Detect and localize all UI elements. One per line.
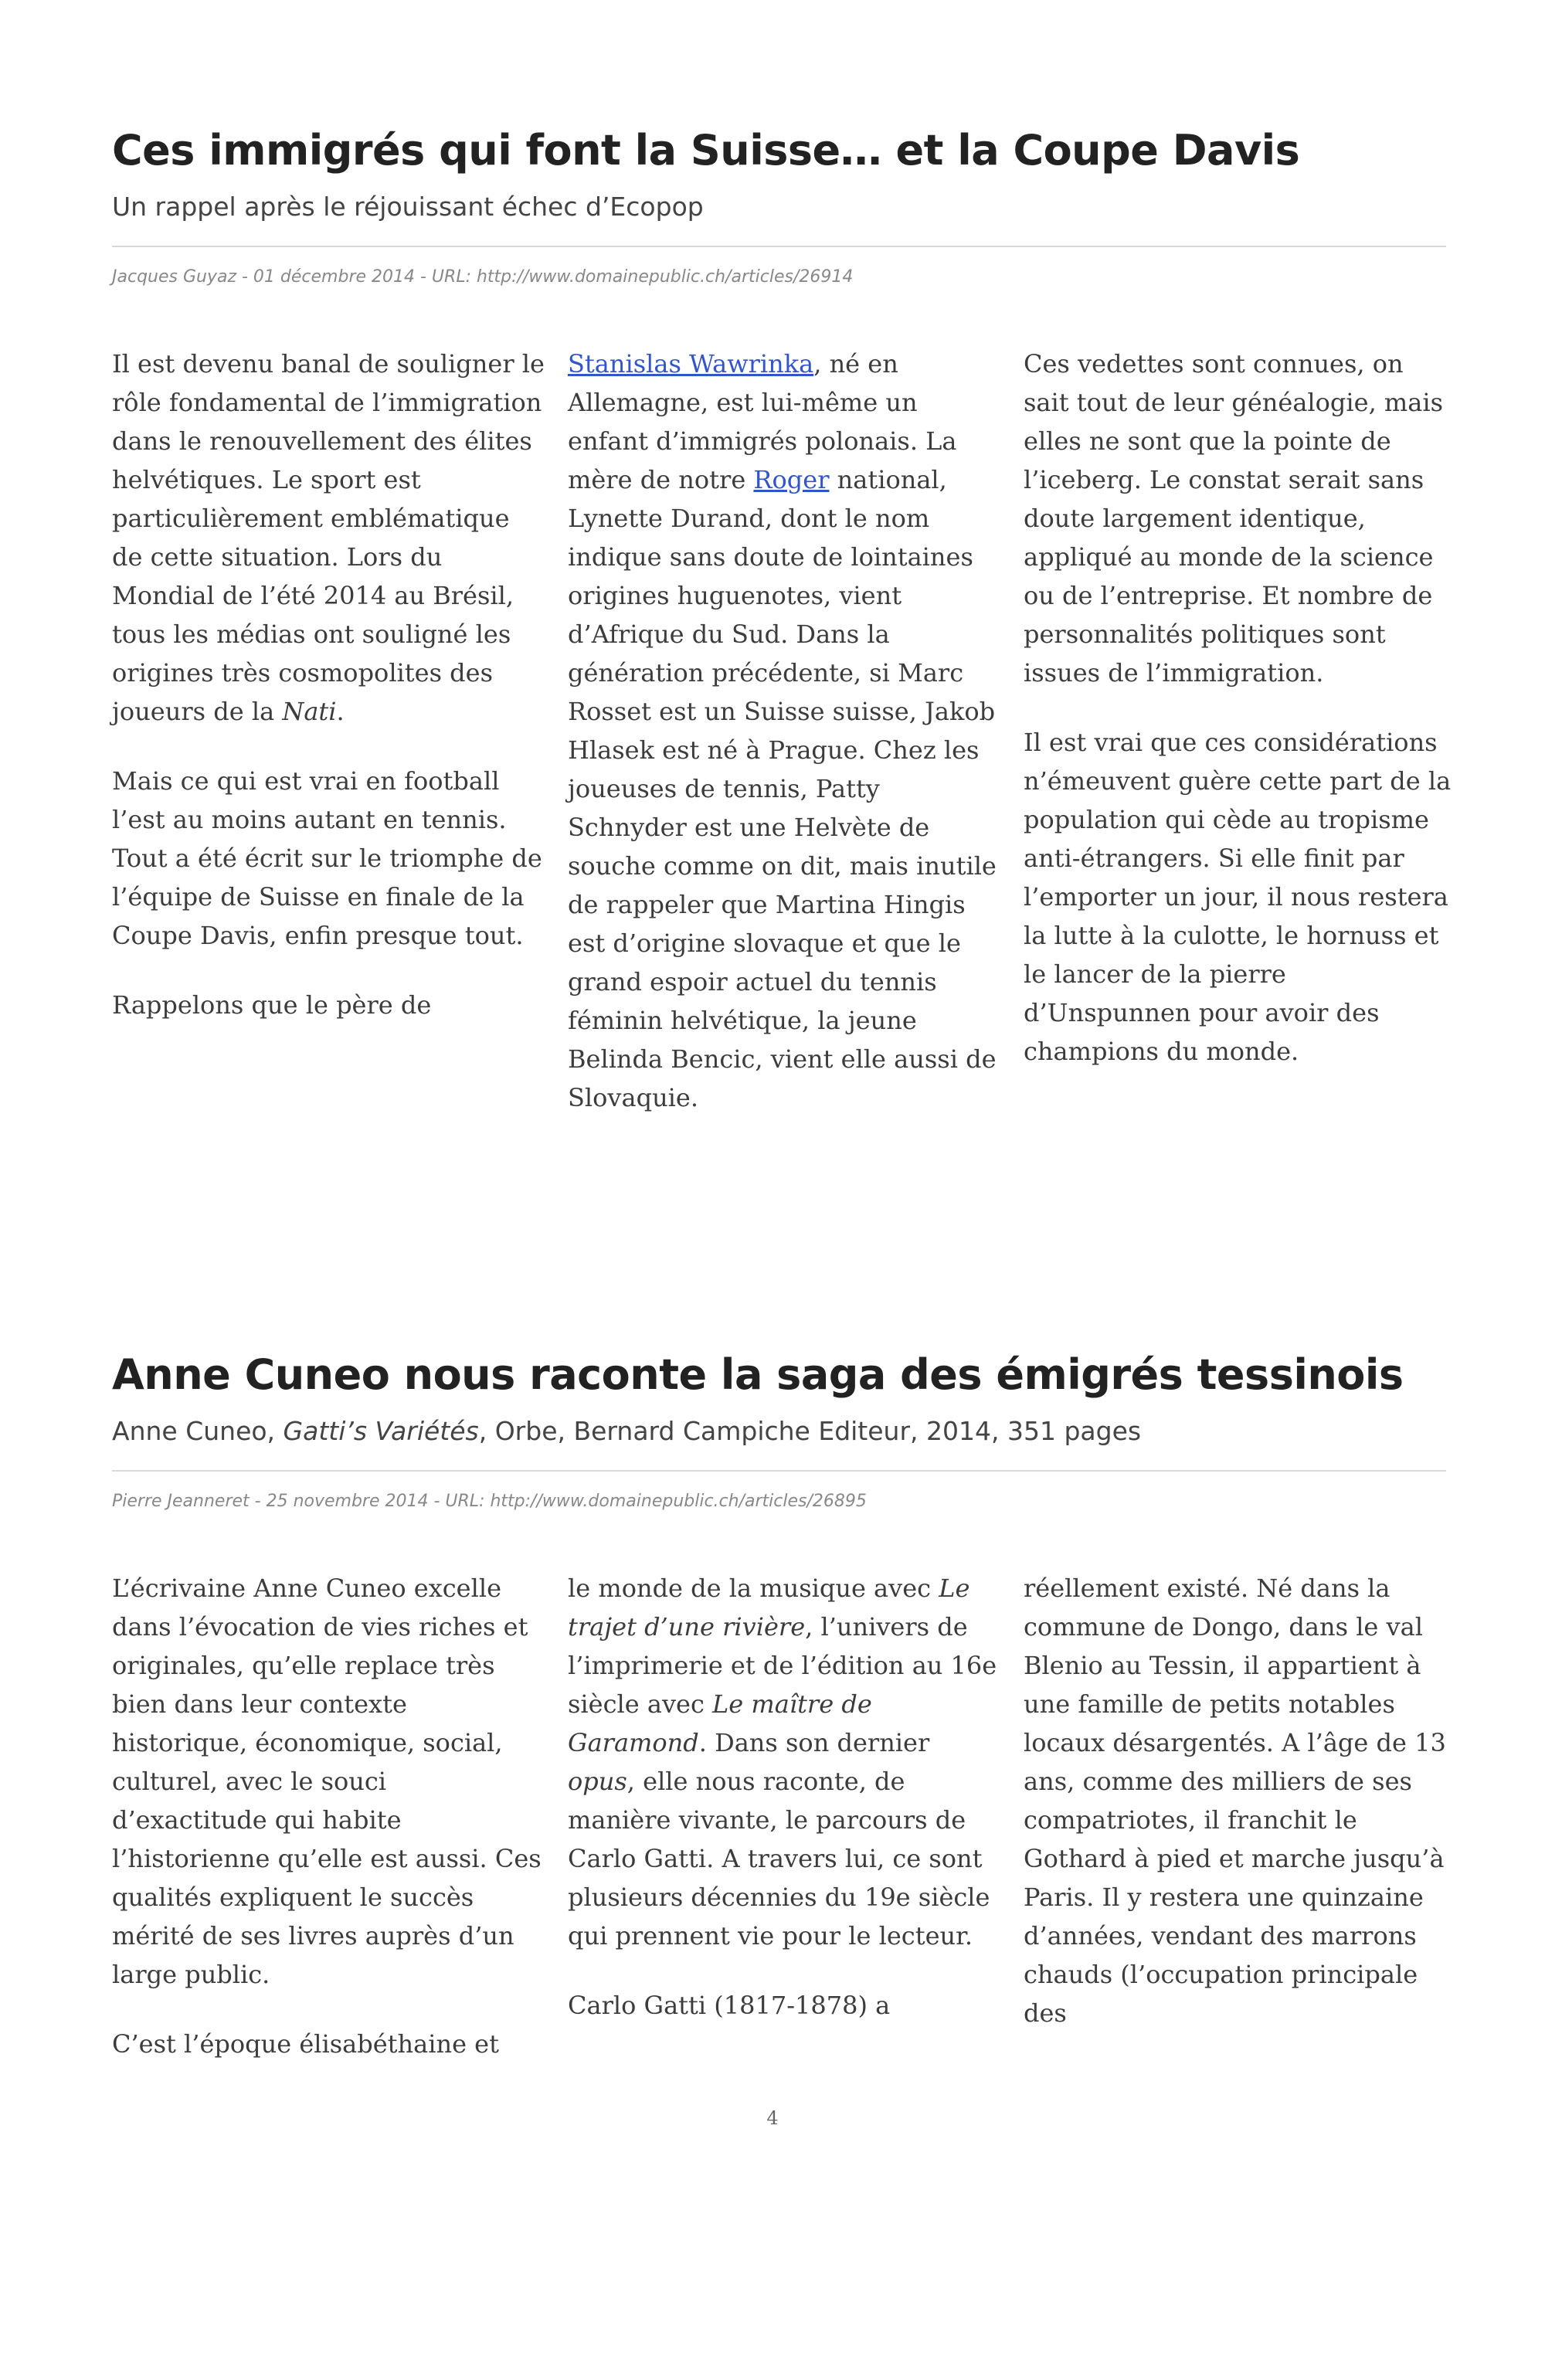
divider bbox=[112, 246, 1446, 247]
paragraph: Mais ce qui est vrai en football l’est au moins autant en tennis. Tout a été écrit sur le triomphe de l’équipe de Suisse en finale de la Coupe Davis, enfin presque tout. bbox=[112, 766, 542, 950]
emphasis: Gatti’s Variétés bbox=[283, 1416, 479, 1446]
article-title: Anne Cuneo nous raconte la saga des émigrés tessinois bbox=[112, 1350, 1404, 1399]
emphasis: opus bbox=[568, 1767, 627, 1796]
roger-link[interactable]: Roger bbox=[753, 465, 830, 494]
paragraph: Rappelons que le père de bbox=[112, 990, 432, 1020]
paragraph: Stanislas Wawrinka, né en Allemagne, est lui-même un enfant d’immigrés polonais. La mère de notre Roger national, Lynette Durand, dont le nom indique sans doute de lointaines origines huguenotes, vient d’Afrique du Sud. Dans la génération précédente, si Marc Rosset est un Suisse suisse, Jakob Hlasek est né à Prague. Chez les joueuses de tennis, Patty Schnyder est une Helvète de souche comme on dit, mais inutile de rappeler que Martina Hingis est d’origine slovaque et que le grand espoir actuel du tennis féminin helvétique, la jeune Belinda Bencic, vient elle aussi de Slovaquie. bbox=[568, 349, 997, 1112]
emphasis: Le trajet d’une rivière bbox=[568, 1574, 970, 1642]
article-byline: Jacques Guyaz - 01 décembre 2014 - URL: http://www.domainepublic.ch/articles/26914 bbox=[112, 267, 854, 287]
body-column-2 bbox=[568, 1569, 1000, 2025]
body-column-1 bbox=[112, 345, 545, 1024]
article-ecopop bbox=[112, 124, 1452, 1156]
article-body bbox=[112, 1569, 1446, 2380]
paragraph: le monde de la musique avec Le trajet d’une rivière, l’univers de l’imprimerie et de l’édition au 16e siècle avec Le maître de Garamond. Dans son dernier opus, elle nous raconte, de manière vivante, le parcours de Carlo Gatti. A travers lui, ce sont plusieurs décennies du 19e siècle qui prennent vie pour le lecteur. bbox=[568, 1574, 997, 1951]
body-column-2 bbox=[568, 345, 1000, 1117]
body-column-1 bbox=[112, 1569, 545, 2063]
paragraph: L’écrivaine Anne Cuneo excelle dans l’évocation de vies riches et originales, qu’elle replace très bien dans leur contexte historique, économique, social, culturel, avec le souci d’exactitude qui habite l’historienne qu’elle est aussi. Ces qualités expliquent le succès mérité de ses livres auprès d’un large public. bbox=[112, 1574, 542, 1989]
wawrinka-link[interactable]: Stanislas Wawrinka bbox=[568, 349, 814, 379]
emphasis: Le maître de Garamond bbox=[568, 1689, 872, 1757]
paragraph: réellement existé. Né dans la commune de Dongo, dans le val Blenio au Tessin, il appartient à une famille de petits notables locaux désargentés. A l’âge de 13 ans, comme des milliers de ses compatriotes, il franchit le Gothard à pied et marche jusqu’à Paris. Il y restera une quinzaine d’années, vendant des marrons chauds (l’occupation principale des bbox=[1024, 1574, 1446, 2028]
paragraph: Il est vrai que ces considérations n’émeuvent guère cette part de la population qui cède au tropisme anti-étrangers. Si elle finit par l’emporter un jour, il nous restera la lutte à la culotte, le hornuss et le lancer de la pierre d’Unspunnen pour avoir des champions du monde. bbox=[1024, 728, 1452, 1066]
body-column-3 bbox=[1024, 1569, 1456, 2032]
paragraph: C’est l’époque élisabéthaine et bbox=[112, 2029, 499, 2059]
article-subtitle: Un rappel après le réjouissant échec d’Ecopop bbox=[112, 192, 704, 222]
paragraph: Carlo Gatti (1817-1878) a bbox=[568, 1991, 891, 2020]
article-cuneo bbox=[112, 1348, 1446, 2380]
divider bbox=[112, 1470, 1446, 1472]
emphasis: Nati bbox=[282, 697, 337, 726]
paragraph: Il est devenu banal de souligner le rôle fondamental de l’immigration dans le renouvellement des élites helvétiques. Le sport est particulièrement emblématique de cette situation. Lors du Mondial de l’été 2014 au Brésil, tous les médias ont souligné les origines très cosmopolites des joueurs de la Nati. bbox=[112, 349, 545, 726]
article-body bbox=[112, 345, 1452, 1156]
article-title: Ces immigrés qui font la Suisse… et la Coupe Davis bbox=[112, 126, 1300, 175]
body-column-3 bbox=[1024, 345, 1456, 1071]
article-subtitle: Anne Cuneo, Gatti’s Variétés, Orbe, Bernard Campiche Editeur, 2014, 351 pages bbox=[112, 1416, 1142, 1446]
article-byline: Pierre Jeanneret - 25 novembre 2014 - URL: http://www.domainepublic.ch/articles/26895 bbox=[112, 1492, 867, 1511]
page-number: 4 bbox=[766, 2107, 779, 2129]
paragraph: Ces vedettes sont connues, on sait tout de leur généalogie, mais elles ne sont que la pointe de l’iceberg. Le constat serait sans doute largement identique, appliqué au monde de la science ou de l’entreprise. Et nombre de personnalités politiques sont issues de l’immigration. bbox=[1024, 349, 1443, 688]
